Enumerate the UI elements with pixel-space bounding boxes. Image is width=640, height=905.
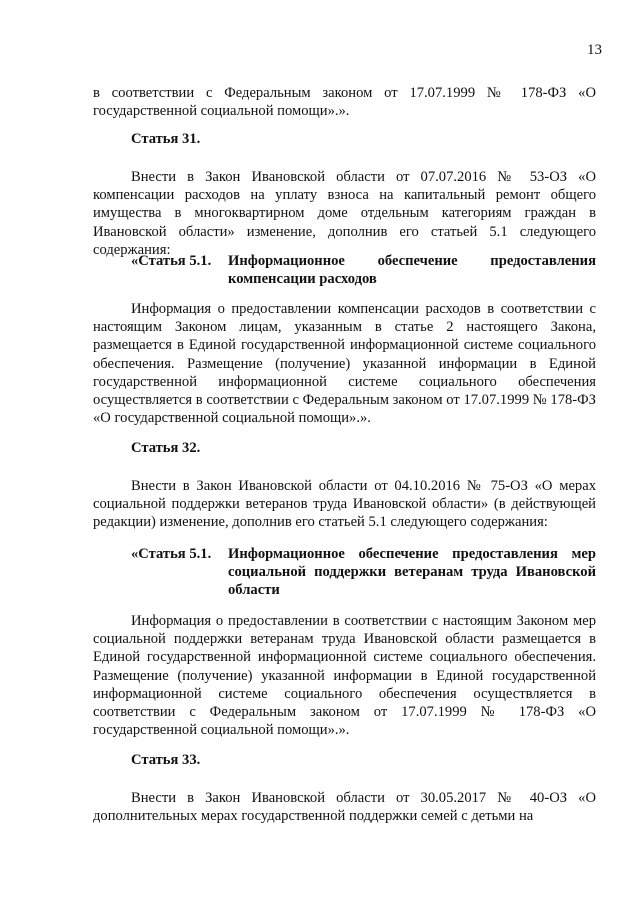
article-32-body: Информация о предоставлении в соответствии с настоящим Законом мер социальной поддержки ветеранам труда Ивановской области размещается в Единой государственной информационной системе социального обеспечения. Размещение (получение) указанной информации в Единой государственной информационной системе социального обеспечения осуществляется в соответствии с Федеральным законом от 17.07.1999 № 178-ФЗ «О государственной социальной помощи».». [93,613,596,739]
article-33-intro: Внести в Закон Ивановской области от 30.05.2017 № 40-ОЗ «О дополнительных мерах государственной поддержки семей с детьми на [93,790,596,825]
article-32-heading: Статья 32. [131,440,201,456]
article-33-heading: Статья 33. [131,752,201,768]
inserted-article-title: Информационное обеспечение предоставления мер социальной поддержки ветеранам труда Ивановской области [228,546,596,599]
article-31-intro: Внести в Закон Ивановской области от 07.07.2016 № 53-ОЗ «О компенсации расходов на уплату взноса на капитальный ремонт общего имущества в многоквартирном доме отдельным категориям граждан в Ивановской области» изменение, дополнив его статьей 5.1 следующего содержания: [93,169,596,258]
article-32-intro: Внести в Закон Ивановской области от 04.10.2016 № 75-ОЗ «О мерах социальной поддержки ветеранов труда Ивановской области» (в действующей редакции) изменение, дополнив его статьей 5.1 следующего содержания: [93,478,596,531]
article-31-body: Информация о предоставлении компенсации расходов в соответствии с настоящим Законом лицам, указанным в статье 2 настоящего Закона, размещается в Единой государственной информационной системе социального обеспечения. Размещение (получение) указанной информации в Единой государственной информационной системе социального обеспечения осуществляется в соответствии с Федеральным законом от 17.07.1999 № 178-ФЗ «О государственной социальной помощи».». [93,301,596,427]
inserted-article-label: «Статья 5.1. [131,546,212,562]
article-31-heading: Статья 31. [131,131,201,147]
paragraph-continuation: в соответствии с Федеральным законом от 17.07.1999 № 178-ФЗ «О государственной социальной помощи».». [93,85,596,120]
inserted-article-label: «Статья 5.1. [131,253,212,269]
page-number: 13 [587,42,602,58]
inserted-article-title: Информационное обеспечение предоставления компенсации расходов [228,253,596,288]
